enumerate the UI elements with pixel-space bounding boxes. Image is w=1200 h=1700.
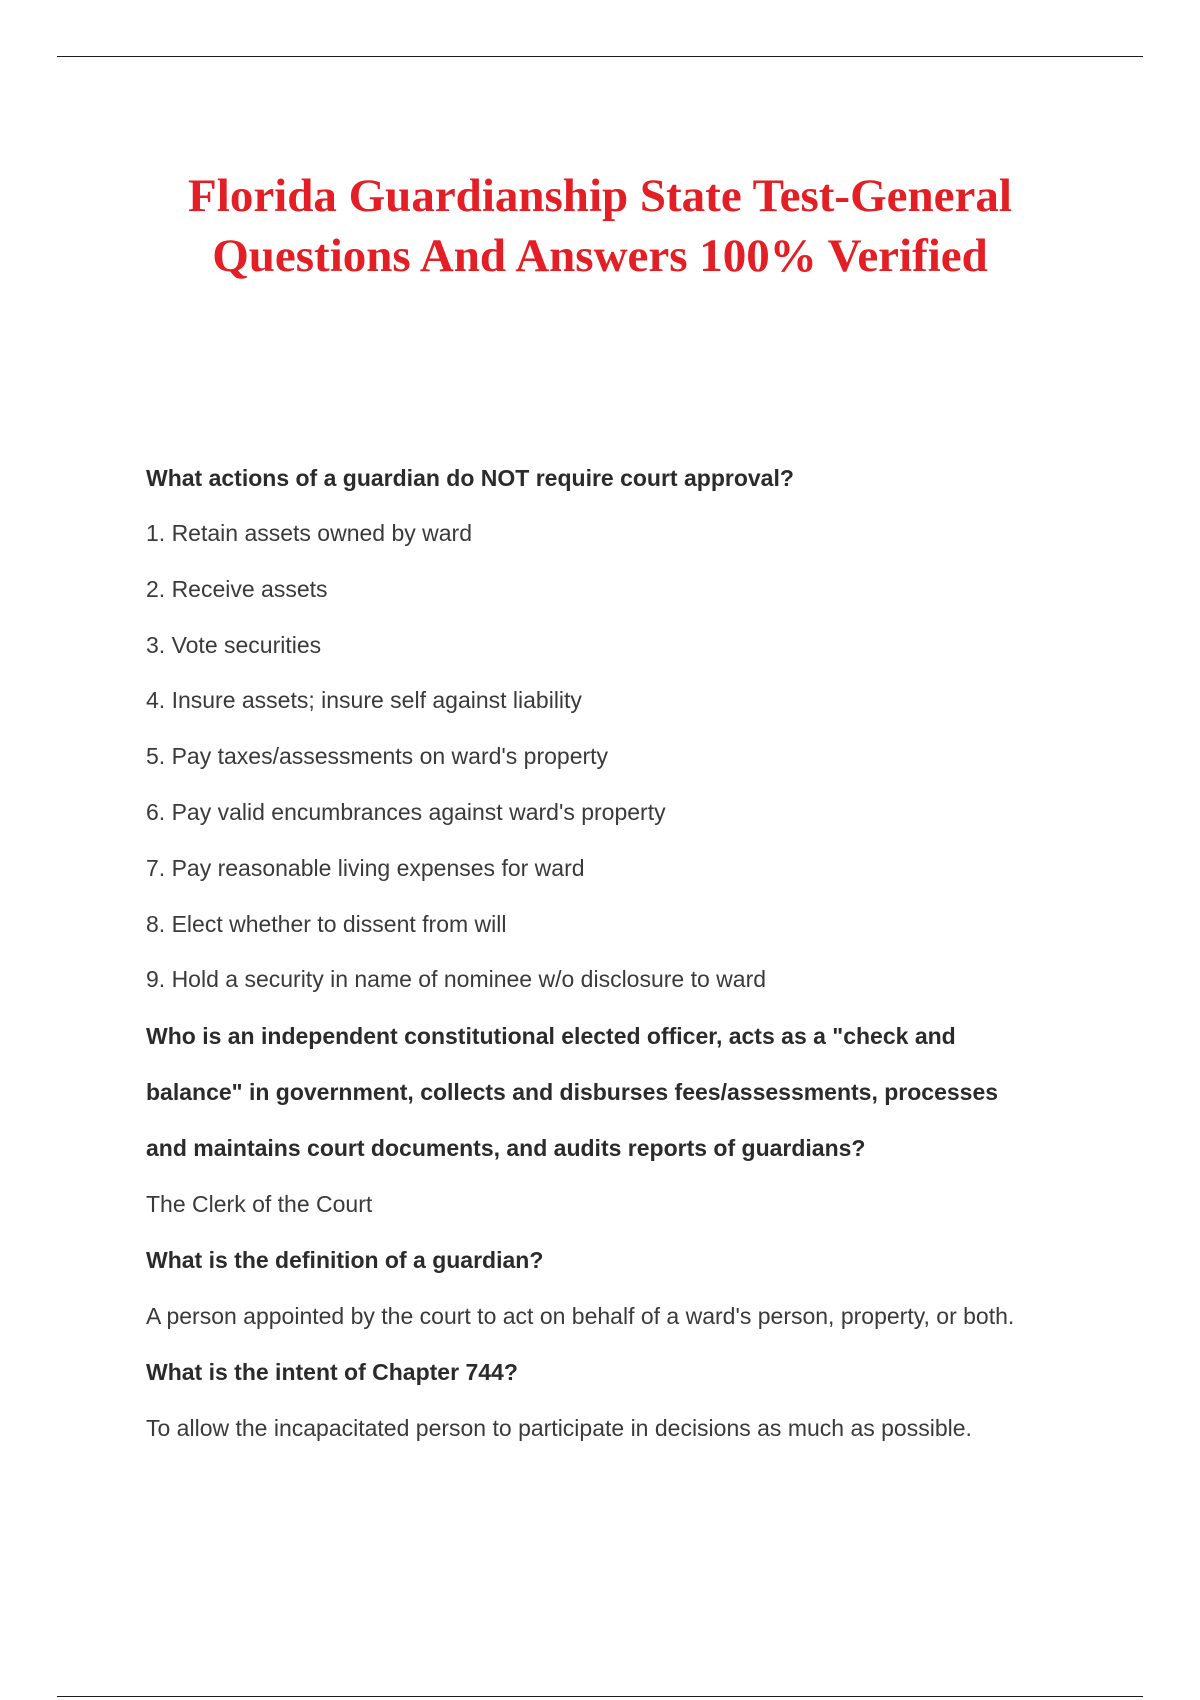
list-item: 4. Insure assets; insure self against liability bbox=[146, 687, 582, 714]
document-title bbox=[0, 166, 1200, 286]
list-item: 8. Elect whether to dissent from will bbox=[146, 910, 507, 937]
question-2-line-2: balance" in government, collects and disburses fees/assessments, processes bbox=[146, 1079, 999, 1106]
answer-list-1 bbox=[146, 506, 1156, 1008]
answer-2: The Clerk of the Court bbox=[146, 1191, 373, 1218]
question-2-line-3: and maintains court documents, and audits reports of guardians? bbox=[146, 1135, 866, 1162]
header-rule bbox=[57, 56, 1143, 57]
title-line-1: Florida Guardianship State Test-General bbox=[188, 170, 1012, 222]
list-item: 9. Hold a security in name of nominee w/o disclosure to ward bbox=[146, 966, 767, 993]
question-3: What is the definition of a guardian? bbox=[146, 1247, 544, 1274]
list-item: 7. Pay reasonable living expenses for ward bbox=[146, 854, 585, 881]
qa-content bbox=[146, 450, 1156, 1456]
question-4: What is the intent of Chapter 744? bbox=[146, 1359, 518, 1386]
answer-4: To allow the incapacitated person to participate in decisions as much as possible. bbox=[146, 1415, 972, 1442]
footer-rule bbox=[57, 1696, 1143, 1697]
list-item: 3. Vote securities bbox=[146, 631, 322, 658]
answer-3: A person appointed by the court to act on behalf of a ward's person, property, or both. bbox=[146, 1303, 1015, 1330]
list-item: 6. Pay valid encumbrances against ward's property bbox=[146, 798, 666, 825]
list-item: 5. Pay taxes/assessments on ward's property bbox=[146, 743, 609, 770]
question-1: What actions of a guardian do NOT require court approval? bbox=[146, 465, 794, 491]
list-item: 1. Retain assets owned by ward bbox=[146, 520, 473, 546]
title-line-2: Questions And Answers 100% Verified bbox=[212, 230, 988, 282]
question-2-line-1: Who is an independent constitutional elected officer, acts as a "check and bbox=[146, 1023, 956, 1050]
list-item: 2. Receive assets bbox=[146, 575, 328, 602]
